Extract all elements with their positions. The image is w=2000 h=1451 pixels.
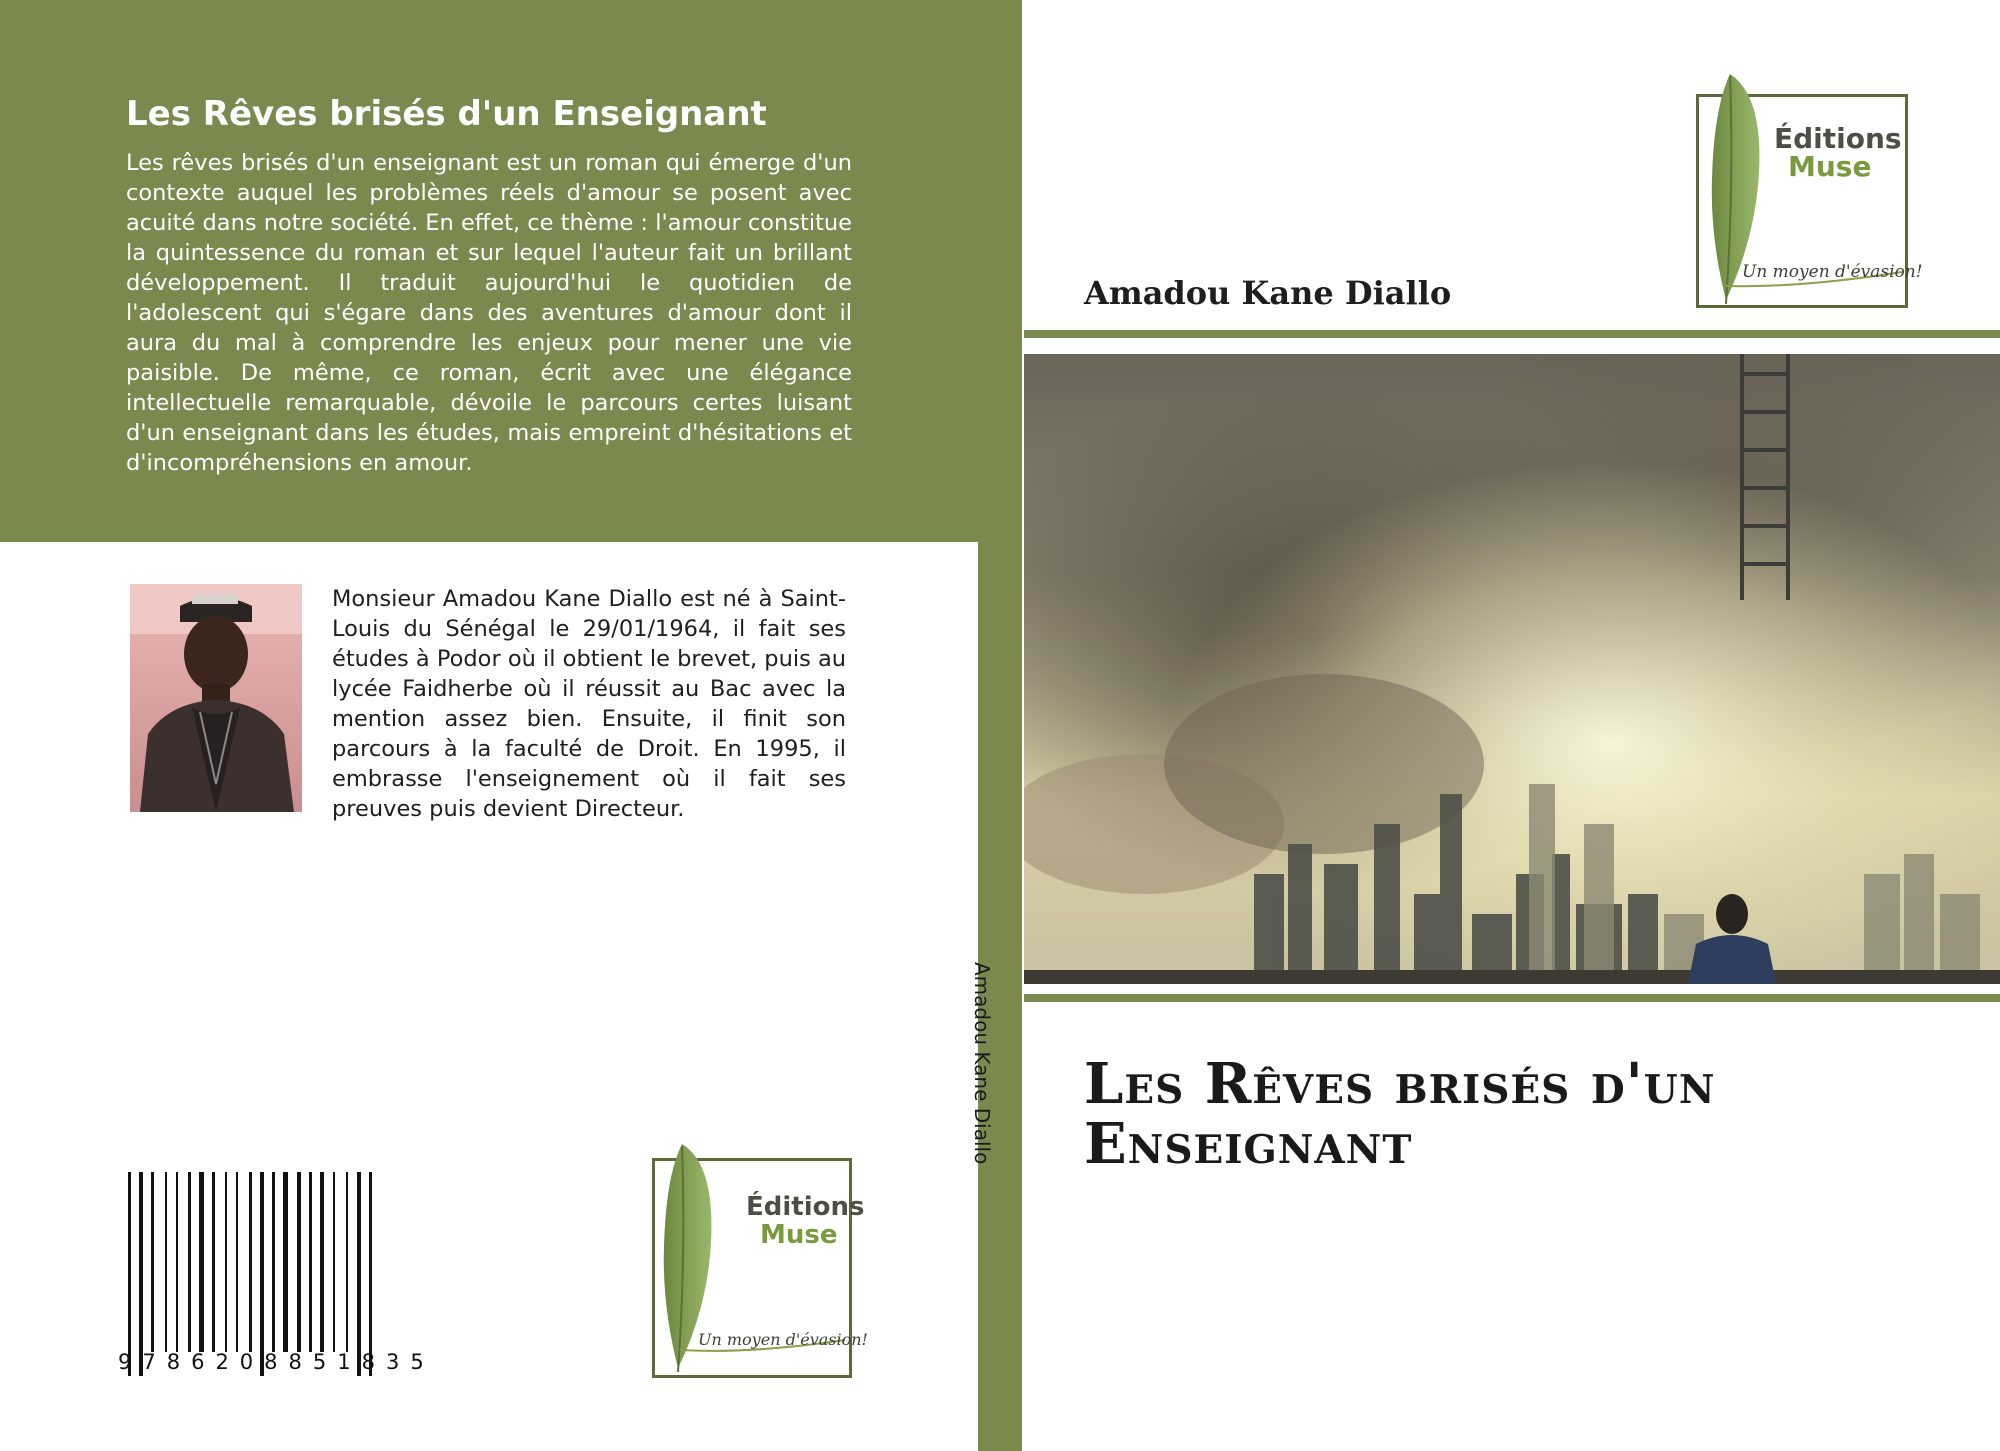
barcode	[128, 1172, 452, 1376]
back-cover-title: Les Rêves brisés d'un Enseignant	[126, 94, 767, 134]
logo-tagline: Un moyen d'évasion!	[698, 1330, 868, 1349]
barcode-bar	[320, 1172, 324, 1352]
logo-editions-text: Éditions	[746, 1192, 865, 1222]
feather-icon	[1690, 74, 1910, 320]
barcode-bar	[188, 1172, 191, 1352]
logo-editions-text: Éditions	[1774, 122, 1902, 155]
logo-tagline: Un moyen d'évasion!	[1742, 262, 1923, 282]
front-cover-author: Amadou Kane Diallo	[1084, 274, 1452, 312]
barcode-bar	[176, 1172, 178, 1352]
isbn-number: 9786208851835	[118, 1350, 435, 1374]
barcode-bar	[151, 1172, 154, 1352]
barcode-bar	[165, 1172, 167, 1352]
barcode-bars	[128, 1172, 372, 1376]
barcode-bar	[283, 1172, 288, 1352]
barcode-bar	[346, 1172, 348, 1352]
bottom-divider	[1024, 994, 2000, 1002]
logo-muse-text: Muse	[760, 1220, 838, 1250]
front-cover-title: Les Rêves brisés d'un Enseignant	[1084, 1051, 1716, 1177]
barcode-bar	[212, 1172, 215, 1352]
barcode-bar	[272, 1172, 275, 1352]
barcode-bar	[139, 1172, 143, 1376]
author-biography: Monsieur Amadou Kane Diallo est né à Saint-Louis du Sénégal le 29/01/1964, il fait ses études à Podor où il obtient le brevet, puis au lycée Faidherbe où il réussit au Bac avec la mention assez bien. Ensuite, il finit son parcours à la faculté de Droit. En 1995, il embrasse l'enseignement où il fait ses preuves puis devient Directeur.	[332, 586, 847, 822]
barcode-bar	[128, 1172, 131, 1376]
barcode-bar	[297, 1172, 301, 1352]
spine-author: Amadou Kane Diallo	[970, 962, 994, 1165]
publisher-logo-front	[1690, 74, 1923, 320]
barcode-bar	[199, 1172, 204, 1352]
barcode-bar	[357, 1172, 361, 1376]
barcode-bar	[369, 1172, 372, 1376]
barcode-bar	[249, 1172, 252, 1352]
author-photo	[130, 584, 302, 812]
cover-illustration	[1024, 354, 2000, 984]
barcode-bar	[236, 1172, 238, 1352]
barcode-bar	[333, 1172, 335, 1352]
barcode-bar	[260, 1172, 264, 1376]
top-divider	[1024, 330, 2000, 338]
logo-muse-text: Muse	[1788, 150, 1872, 183]
barcode-bar	[225, 1172, 227, 1352]
back-cover-description: Les rêves brisés d'un enseignant est un roman qui émerge d'un contexte auquel les problèmes réels d'amour se posent avec acuité dans notre société. En effet, ce thème : l'amour constitue la quintessence du roman et sur lequel l'auteur fait un brillant développement. Il traduit aujourd'hui le quotidien de l'adolescent qui s'égare dans des aventures d'amour dont il aura du mal à comprendre les enjeux pour mener une vie paisible. De même, ce roman, écrit avec une élégance intellectuelle remarquable, dévoile le parcours certes luisant d'un enseignant dans les études, mais empreint d'hésitations et d'incompréhensions en amour.	[126, 150, 852, 476]
publisher-logo-back	[640, 1136, 868, 1382]
barcode-bar	[309, 1172, 312, 1352]
